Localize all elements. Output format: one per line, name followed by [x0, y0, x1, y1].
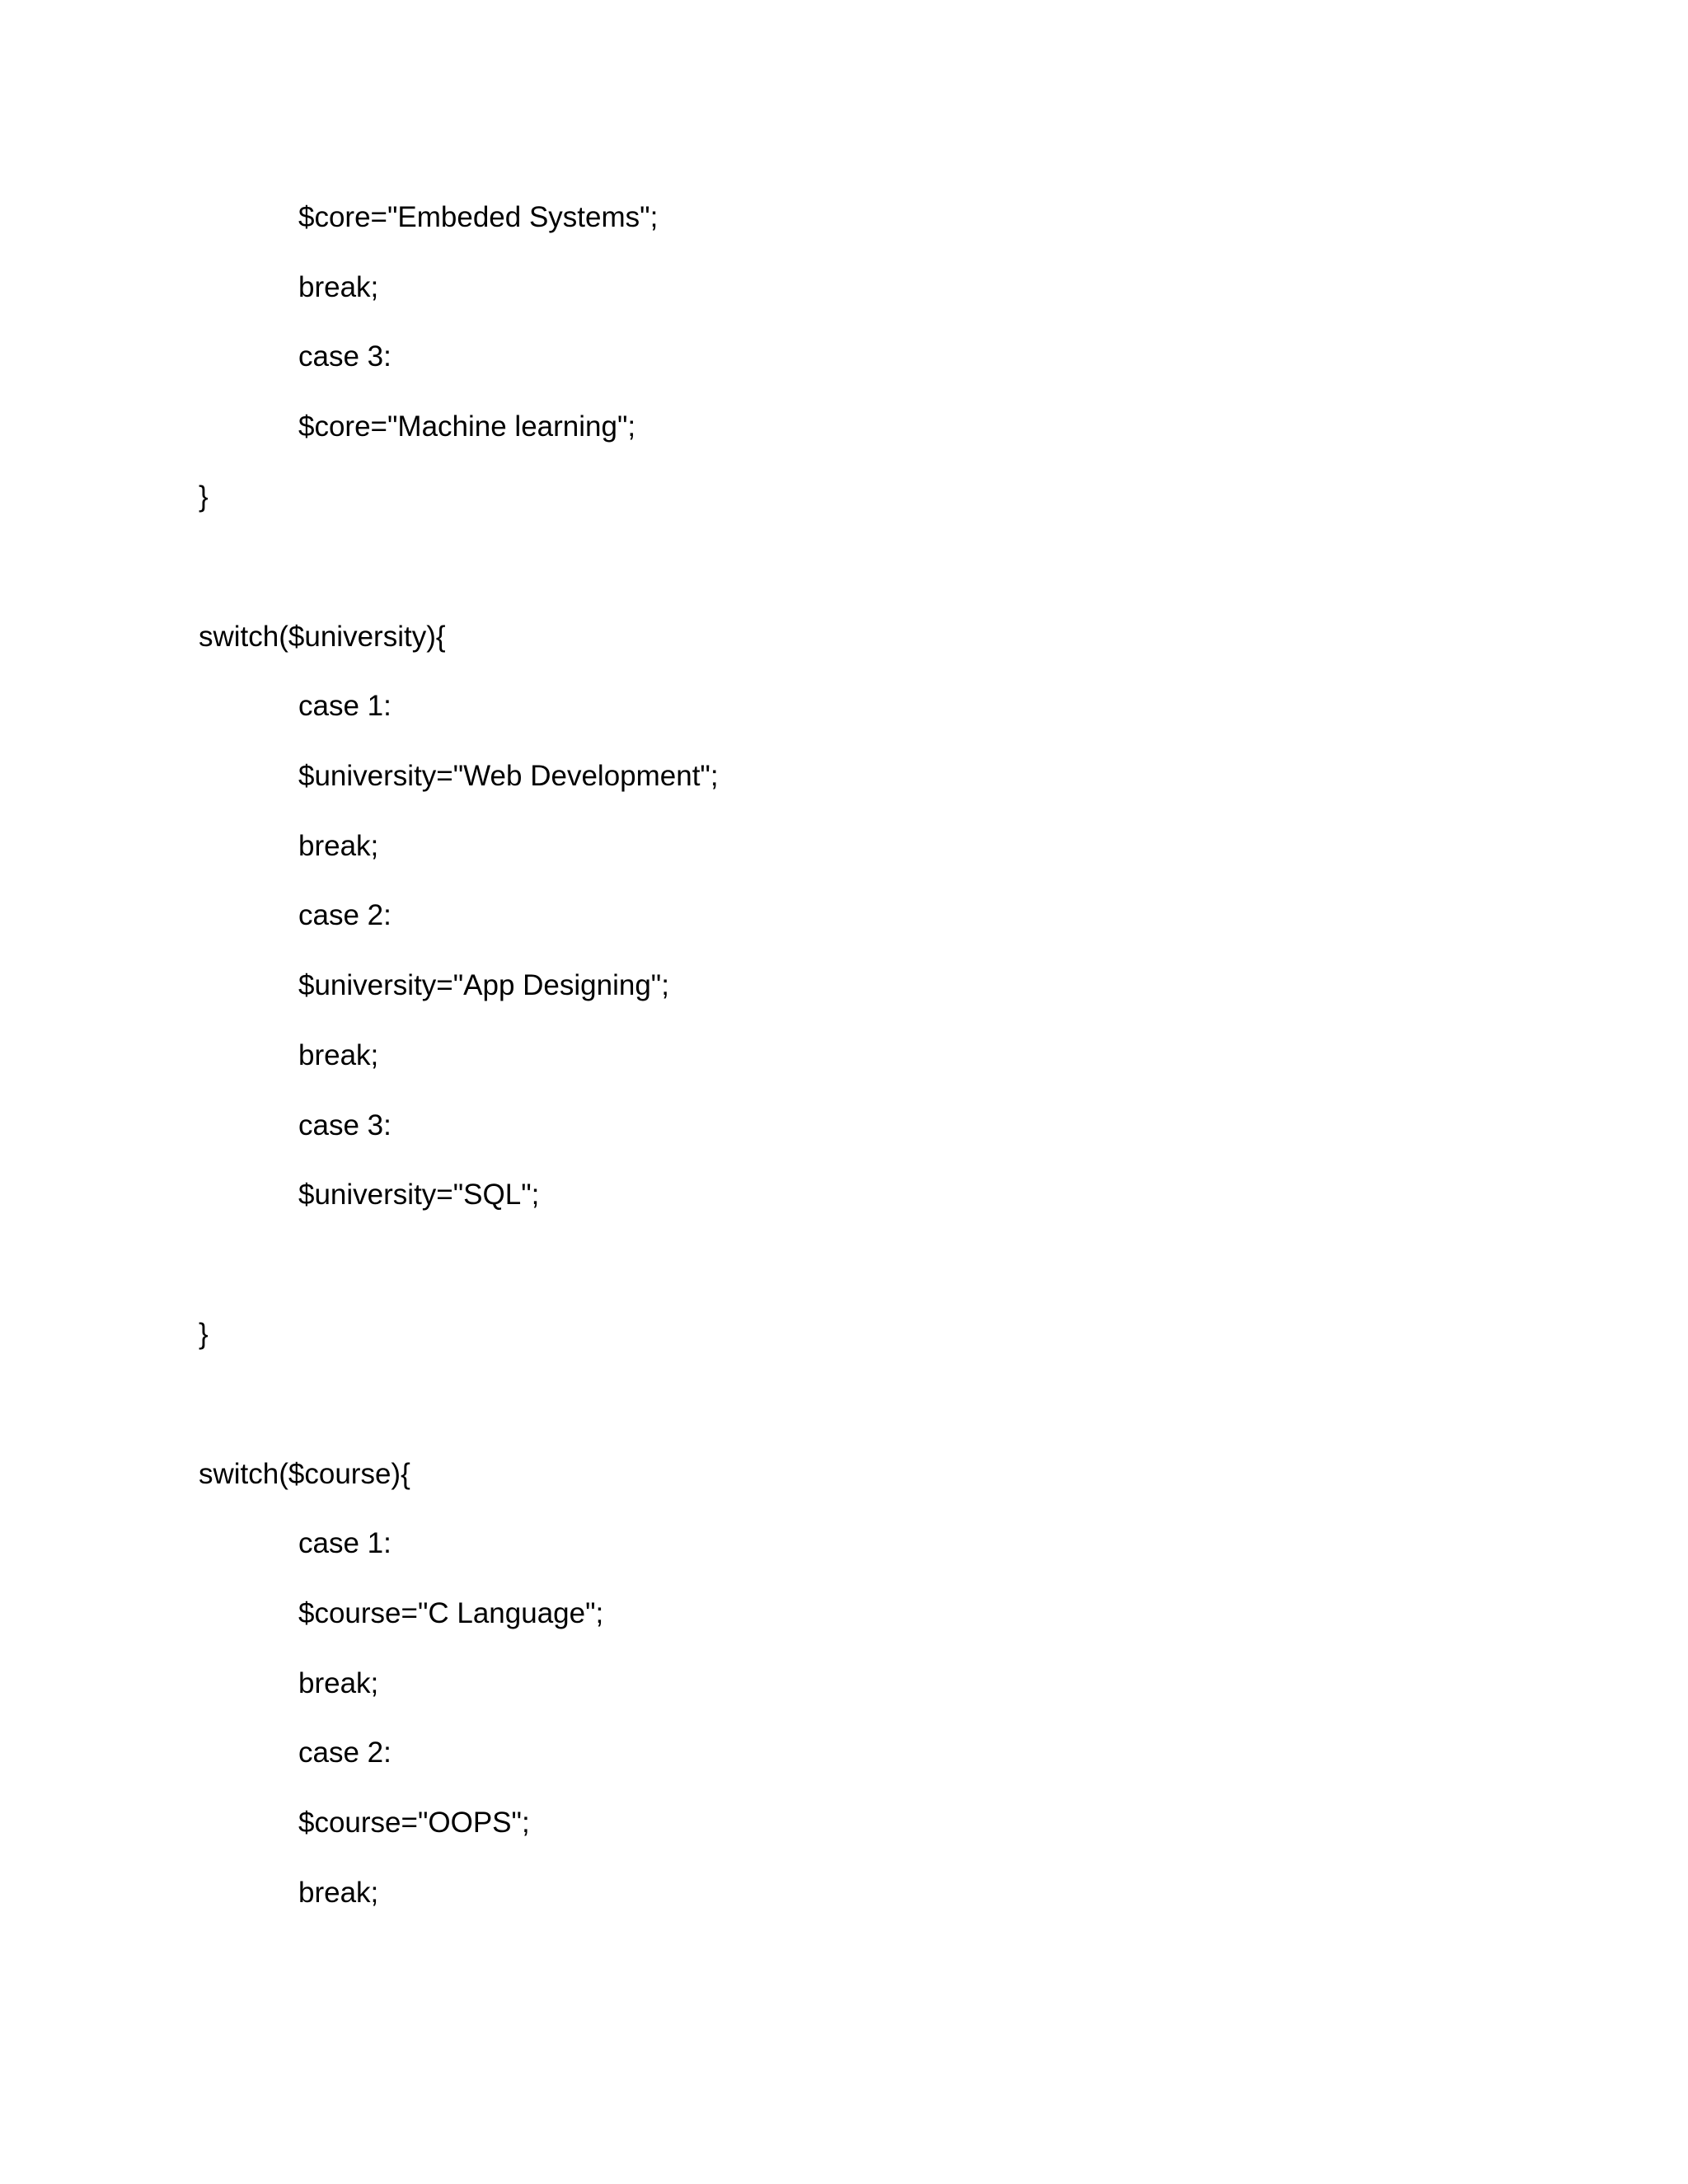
- code-line: case 3:: [298, 1109, 392, 1141]
- code-line: case 2:: [298, 1736, 392, 1769]
- code-line: break;: [298, 1877, 379, 1909]
- code-line: case 2:: [298, 899, 392, 931]
- code-line: break;: [298, 830, 379, 862]
- code-line: $university="SQL";: [298, 1179, 540, 1211]
- code-line: $course="C Language";: [298, 1597, 604, 1629]
- code-line: break;: [298, 1667, 379, 1699]
- code-line: $university="Web Development";: [298, 760, 719, 792]
- code-line: $core="Machine learning";: [298, 410, 636, 443]
- code-line: case 1:: [298, 690, 392, 722]
- code-line: case 1:: [298, 1527, 392, 1559]
- closing-brace: }: [199, 1318, 209, 1350]
- closing-brace: }: [199, 480, 209, 513]
- code-line: break;: [298, 1039, 379, 1071]
- code-line: break;: [298, 271, 379, 303]
- code-line: case 3:: [298, 340, 392, 373]
- switch-statement: switch($course){: [199, 1458, 410, 1490]
- code-line: $university="App Designing";: [298, 969, 669, 1001]
- code-line: $course="OOPS";: [298, 1807, 530, 1839]
- switch-statement: switch($university){: [199, 621, 446, 653]
- code-line: $core="Embeded Systems";: [298, 201, 659, 233]
